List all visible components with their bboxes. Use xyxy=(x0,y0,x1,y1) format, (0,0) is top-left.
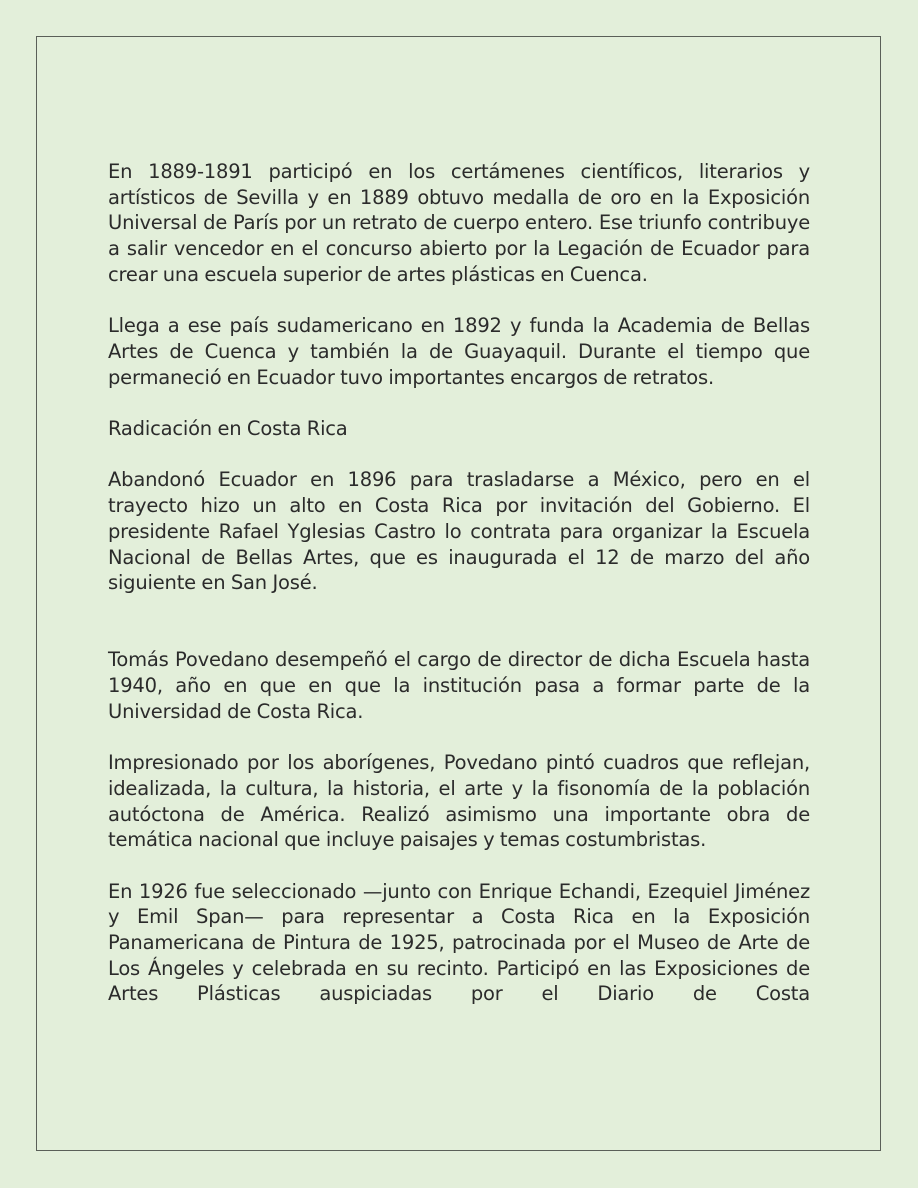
section-heading-costa-rica: Radicación en Costa Rica xyxy=(108,417,348,440)
paragraph-ecuador-academia: Llega a ese país sudamericano en 1892 y funda la Academia de Bellas Artes de Cuenca y también la de Guayaquil. Durante el tiempo que permaneció en Ecuador tuvo importantes encargos de retratos. xyxy=(108,314,810,389)
document-body xyxy=(108,159,810,1007)
paragraph-escuela-nacional: Abandonó Ecuador en 1896 para trasladarse a México, pero en el trayecto hizo un alto en Costa Rica por invitación del Gobierno. El presidente Rafael Yglesias Castro lo contrata para organizar la Escuela Nacional de Bellas Artes, que es inaugurada el 12 de marzo del año siguiente en San José. xyxy=(108,468,810,595)
paragraph-exposicion-panamericana: En 1926 fue seleccionado —junto con Enrique Echandi, Ezequiel Jiménez y Emil Span— para representar a Costa Rica en la Exposición Panamericana de Pintura de 1925, patrocinada por el Museo de Arte de Los Ángeles y celebrada en su recinto. Participó en las Exposiciones de Artes Plásticas auspiciadas por el Diario de Costa xyxy=(108,879,810,1006)
paragraph-aborigenes: Impresionado por los aborígenes, Povedano pintó cuadros que reflejan, idealizada, la cultura, la historia, el arte y la fisonomía de la población autóctona de América. Realizó asimismo una importante obra de temática nacional que incluye paisajes y temas costumbristas. xyxy=(108,751,810,852)
paragraph-sevilla-paris: En 1889-1891 participó en los certámenes científicos, literarios y artísticos de Sevilla y en 1889 obtuvo medalla de oro en la Exposición Universal de París por un retrato de cuerpo entero. Ese triunfo contribuye a salir vencedor en el concurso abierto por la Legación de Ecuador para crear una escuela superior de artes plásticas en Cuenca. xyxy=(108,160,810,286)
paragraph-director: Tomás Povedano desempeñó el cargo de director de dicha Escuela hasta 1940, año en que en que la institución pasa a formar parte de la Universidad de Costa Rica. xyxy=(108,648,810,723)
